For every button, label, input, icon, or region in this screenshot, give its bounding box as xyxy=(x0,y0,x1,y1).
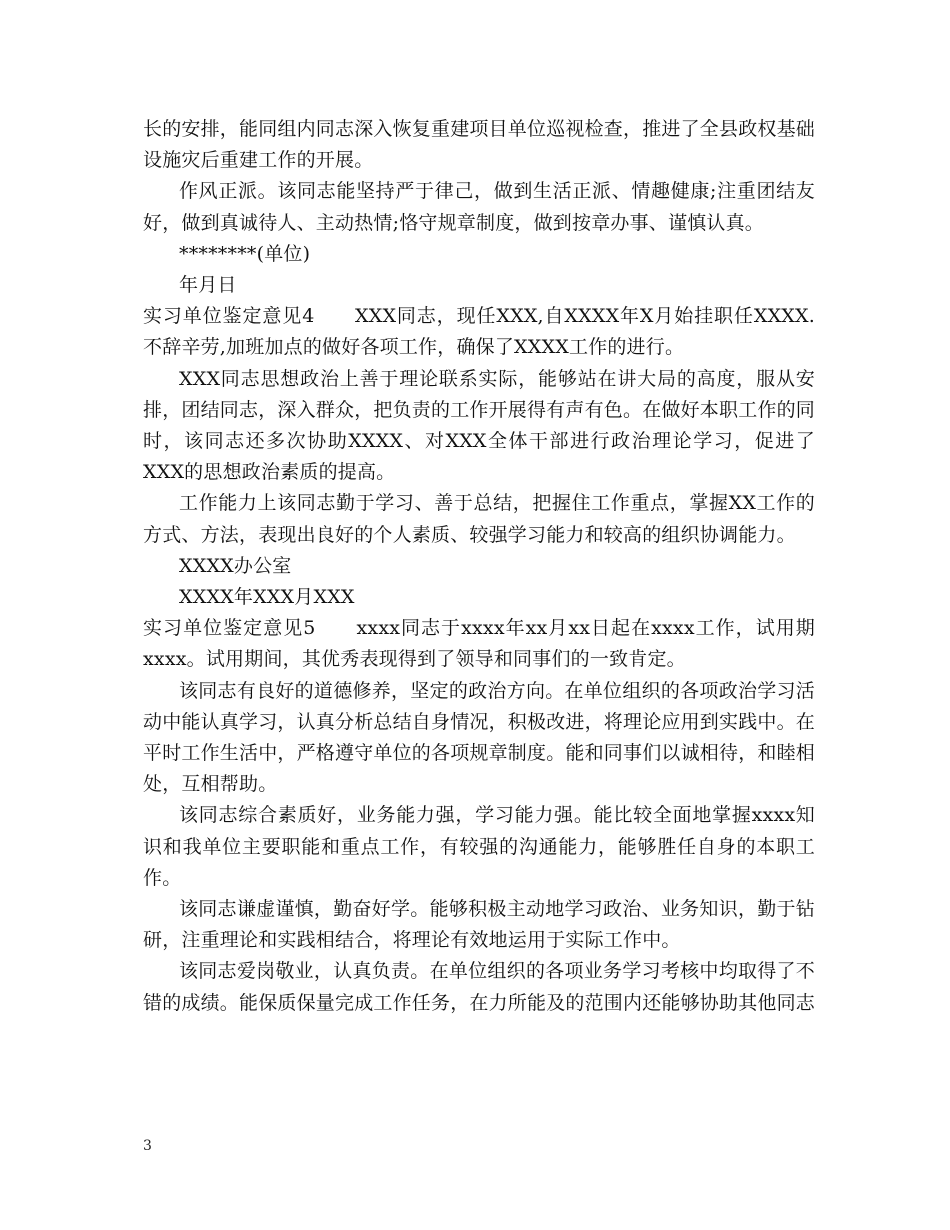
paragraph-morality: 该同志有良好的道德修养，坚定的政治方向。在单位组织的各项政治学习活动中能认真学习，认真分析总结自身情况，积极改进，将理论应用到实践中。在平时工作生活中，严格遵守单位的各项规章制度。能和同事们以诚相待，和睦相处，互相帮助。 xyxy=(143,679,816,796)
signature-office: XXXX办公室 xyxy=(179,554,292,577)
paragraph-conduct: 作风正派。该同志能坚持严于律己，做到生活正派、情趣健康;注重团结友好，做到真诚待人、主动热情;恪守规章制度，做到按章办事、谨慎认真。 xyxy=(143,180,815,234)
paragraph-work-ability: 工作能力上该同志勤于学习、善于总结，把握住工作重点，掌握XX工作的方式、方法，表现出良好的个人素质、较强学习能力和较高的组织协调能力。 xyxy=(143,492,815,546)
paragraph-dedication: 该同志爱岗敬业，认真负责。在单位组织的各项业务学习考核中均取得了不错的成绩。能保质保量完成工作任务，在力所能及的范围内还能够协助其他同志 xyxy=(143,960,816,1014)
section-heading-4: 实习单位鉴定意见4 XXX同志，现任XXX,自XXXX年X月始挂职任XXXX.不辞辛劳,加班加点的做好各项工作，确保了XXXX工作的进行。 xyxy=(143,305,815,359)
section-heading-5: 实习单位鉴定意见5 xxxx同志于xxxx年xx月xx日起在xxxx工作，试用期xxxx。试用期间，其优秀表现得到了领导和同事们的一致肯定。 xyxy=(143,617,815,671)
signature-date: 年月日 xyxy=(179,274,237,297)
page-number: 3 xyxy=(143,1138,152,1154)
paragraph-continuation: 长的安排，能同组内同志深入恢复重建项目单位巡视检查，推进了全县政权基础设施灾后重建工作的开展。 xyxy=(143,118,816,172)
paragraph-modesty: 该同志谦虚谨慎，勤奋好学。能够积极主动地学习政治、业务知识，勤于钻研，注重理论和实践相结合，将理论有效地运用于实际工作中。 xyxy=(143,898,815,952)
signature-office-date: XXXX年XXX月XXX xyxy=(179,586,355,609)
document-body xyxy=(143,114,815,1019)
signature-unit: ********(单位) xyxy=(179,242,311,265)
paragraph-quality: 该同志综合素质好，业务能力强，学习能力强。能比较全面地掌握xxxx知识和我单位主要职能和重点工作，有较强的沟通能力，能够胜任自身的本职工作。 xyxy=(143,804,815,889)
paragraph-political: XXX同志思想政治上善于理论联系实际，能够站在讲大局的高度，服从安排，团结同志，深入群众，把负责的工作开展得有声有色。在做好本职工作的同时，该同志还多次协助XXXX、对XXX全体干部进行政治理论学习，促进了XXX的思想政治素质的提高。 xyxy=(143,367,816,484)
